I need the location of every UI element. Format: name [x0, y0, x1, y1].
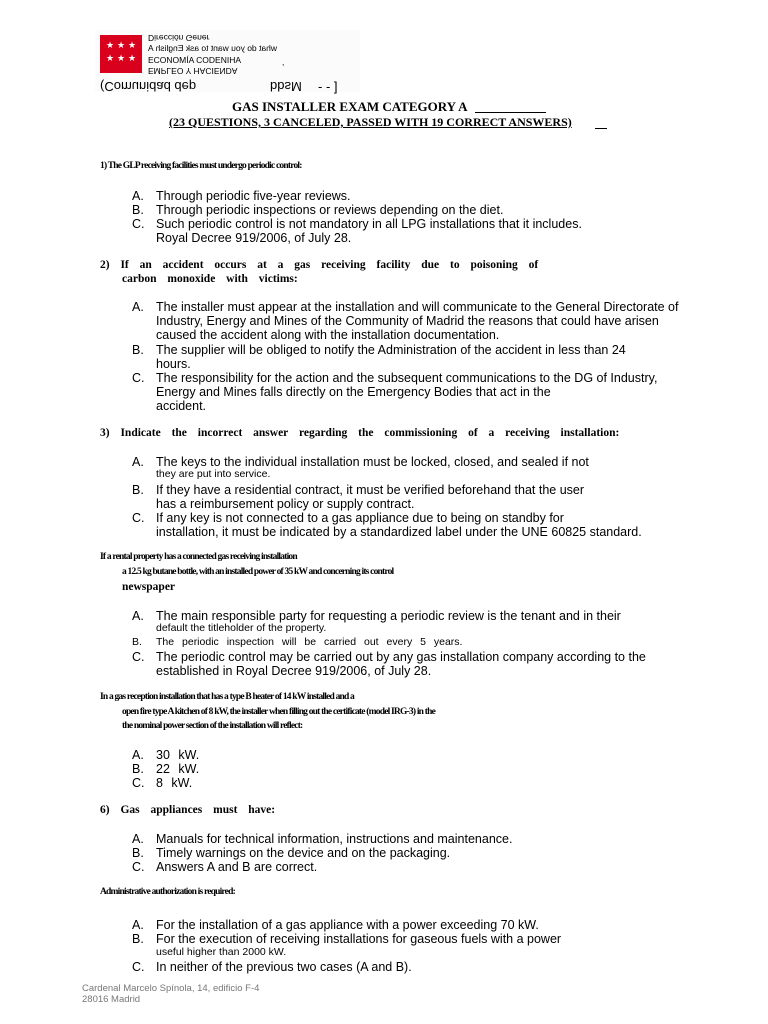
answer-option: [132, 497, 414, 511]
answer-text: For the execution of receiving installations for gaseous fuels with a power: [156, 932, 562, 946]
answer-option: [132, 918, 539, 932]
star-icon: ★: [106, 54, 115, 64]
answer-text: Answers A and B are correct.: [156, 860, 318, 874]
answer-option: [132, 385, 551, 399]
answer-letter: B.: [132, 483, 144, 497]
answer-text: Energy and Mines falls directly on the Emergency Bodies that act in the: [156, 385, 551, 399]
answer-letter: C.: [132, 960, 145, 974]
answer-text: Timely warnings on the device and on the packaging.: [156, 846, 451, 860]
question-4-text: If a rental property has a connected gas receiving installation: [100, 552, 297, 562]
answer-text: The keys to the individual installation must be locked, closed, and sealed if not: [156, 455, 589, 469]
answer-text: they are put into service.: [156, 468, 271, 480]
answer-option: [132, 932, 561, 946]
header-economia-text: ECONOMÍA CODENIHA: [148, 55, 242, 65]
answer-text: established in Royal Decree 919/2006, of July 28.: [156, 664, 432, 678]
answer-letter: B.: [132, 846, 144, 860]
answer-option: [132, 203, 503, 217]
header-mirrored-text: what do you want to ask English A: [148, 43, 277, 53]
question-5-text: In a gas reception installation that has a type B heater of 14 kW installed and a: [100, 692, 355, 702]
question-4-text: newspaper: [122, 581, 176, 593]
answer-letter: C.: [132, 650, 145, 664]
answer-text: In neither of the previous two cases (A and B).: [156, 960, 412, 974]
answer-text: The periodic control may be carried out by any gas installation company according to the: [156, 650, 646, 664]
footer-address-line-2: 28016 Madrid: [82, 994, 141, 1005]
answer-option: [132, 357, 191, 371]
answer-text: useful higher than 2000 kW.: [156, 946, 287, 958]
answer-option: [132, 650, 646, 664]
answer-text: 8 kW.: [156, 776, 193, 790]
answer-text: If any key is not connected to a gas appliance due to being on standby for: [156, 511, 564, 525]
answer-option: [132, 846, 450, 860]
answer-text: Through periodic inspections or reviews depending on the diet.: [156, 203, 504, 217]
header-right-text: bbsM: [270, 79, 302, 94]
answer-letter: A.: [132, 918, 144, 932]
question-5-text: open fire type A kitchen of 8 kW, the installer when filling out the certificate (model IRG-3) in the: [122, 707, 435, 717]
answer-letter: A.: [132, 300, 144, 314]
answer-option: [132, 455, 589, 469]
answer-option: [132, 636, 462, 648]
answer-option: [132, 762, 199, 776]
answer-text: The periodic inspection will be carried out every 5 years.: [156, 636, 463, 648]
question-4-text: a 12.5 kg butane bottle, with an installed power of 35 kW and concerning its control: [122, 567, 394, 577]
question-3-text: 3) Indicate the incorrect answer regarding the commissioning of a receiving installation:: [100, 427, 620, 439]
answer-option: [132, 328, 499, 342]
answer-letter: B.: [132, 343, 144, 357]
answer-option: [132, 231, 351, 245]
answer-option: [132, 371, 657, 385]
answer-letter: C.: [132, 371, 145, 385]
star-icon: ★: [106, 41, 115, 51]
question-2-text: 2) If an accident occurs at a gas receiving facility due to poisoning of: [100, 259, 539, 271]
exam-title: GAS INSTALLER EXAM CATEGORY A: [232, 99, 468, 114]
answer-text: If they have a residential contract, it must be verified beforehand that the user: [156, 483, 585, 497]
answer-letter: C.: [132, 860, 145, 874]
answer-letter: C.: [132, 217, 145, 231]
answer-letter: C.: [132, 511, 145, 525]
answer-letter: B.: [132, 932, 144, 946]
question-5-text: the nominal power section of the installation will reflect:: [122, 721, 303, 731]
header-empleo-text: EMPLEO Y HACIENDA: [148, 66, 238, 76]
exam-subtitle: (23 QUESTIONS, 3 CANCELED, PASSED WITH 19 CORRECT ANSWERS): [169, 115, 572, 129]
answer-option: [132, 832, 512, 846]
answer-letter: A.: [132, 748, 144, 762]
header-bracket-marks: - - ]: [318, 79, 338, 94]
star-icon: ★: [128, 54, 137, 64]
answer-option: [132, 217, 582, 231]
answer-text: The responsibility for the action and the subsequent communications to the DG of Industry,: [156, 371, 658, 385]
answer-option: [132, 622, 326, 634]
answer-option: [132, 468, 270, 480]
answer-text: accident.: [156, 399, 207, 413]
question-6-text: 6) Gas appliances must have:: [100, 804, 276, 816]
answer-option: [132, 399, 206, 413]
answer-text: has a reimbursement policy or supply contract.: [156, 497, 415, 511]
question-2-text: carbon monoxide with victims:: [122, 273, 298, 285]
answer-option: [132, 189, 351, 203]
answer-option: [132, 525, 642, 539]
answer-option: [132, 960, 412, 974]
answer-letter: A.: [132, 455, 144, 469]
answer-option: [132, 860, 317, 874]
answer-option: [132, 483, 584, 497]
answer-text: Manuals for technical information, instructions and maintenance.: [156, 832, 513, 846]
star-icon: ★: [117, 41, 126, 51]
answer-letter: A.: [132, 189, 144, 203]
answer-option: [132, 748, 199, 762]
header-flipped-text: Dirección Gener: [148, 33, 210, 43]
answer-option: [132, 776, 192, 790]
answer-text: Through periodic five-year reviews.: [156, 189, 351, 203]
answer-text: caused the accident along with the installation documentation.: [156, 328, 500, 342]
header-comma: ,: [282, 57, 285, 67]
answer-text: The installer must appear at the installation and will communicate to the General Directorate of: [156, 300, 679, 314]
answer-text: 30 kW.: [156, 748, 200, 762]
subtitle-underline: [595, 128, 607, 129]
header-comunidad-text: (Comunidad dep: [100, 79, 197, 94]
madrid-flag-logo: [100, 35, 142, 73]
answer-letter: B.: [132, 762, 144, 776]
footer-address-line-1: Cardenal Marcelo Spínola, 14, edificio F-4: [82, 983, 260, 994]
answer-letter: C.: [132, 776, 145, 790]
answer-text: Industry, Energy and Mines of the Community of Madrid the reasons that could have arisen: [156, 314, 659, 328]
question-1-text: 1) The GLP receiving facilities must undergo periodic control:: [100, 161, 302, 171]
answer-letter: A.: [132, 609, 144, 623]
answer-option: [132, 300, 679, 314]
star-icon: ★: [128, 41, 137, 51]
answer-letter: A.: [132, 832, 144, 846]
star-icon: ★: [117, 54, 126, 64]
question-7-text: Administrative authorization is required:: [100, 887, 235, 897]
answer-option: [132, 609, 621, 623]
title-underline: [475, 112, 546, 113]
answer-text: hours.: [156, 357, 191, 371]
answer-text: The supplier will be obliged to notify the Administration of the accident in less than 24: [156, 343, 626, 357]
answer-option: [132, 343, 626, 357]
answer-text: installation, it must be indicated by a standardized label under the UNE 60825 standard.: [156, 525, 642, 539]
answer-letter: B.: [132, 636, 142, 648]
answer-text: Royal Decree 919/2006, of July 28.: [156, 231, 352, 245]
answer-text: For the installation of a gas appliance with a power exceeding 70 kW.: [156, 918, 539, 932]
answer-text: The main responsible party for requesting a periodic review is the tenant and in their: [156, 609, 621, 623]
answer-letter: B.: [132, 203, 144, 217]
answer-option: [132, 664, 431, 678]
answer-text: default the titleholder of the property.: [156, 622, 327, 634]
answer-option: [132, 314, 659, 328]
answer-option: [132, 511, 564, 525]
answer-option: [132, 946, 286, 958]
answer-text: 22 kW.: [156, 762, 200, 776]
answer-text: Such periodic control is not mandatory in all LPG installations that it includes.: [156, 217, 582, 231]
